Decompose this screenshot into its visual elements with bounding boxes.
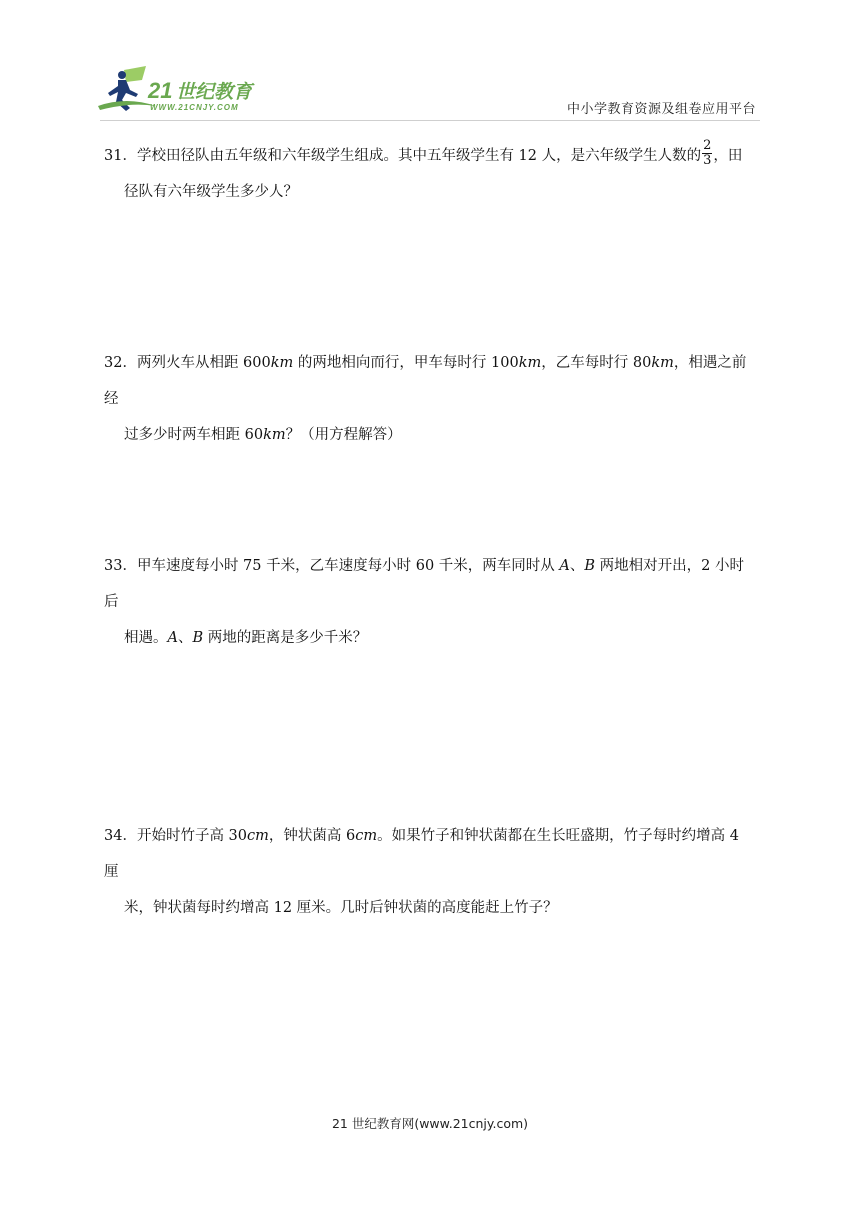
svg-text:WWW.21CNJY.COM: WWW.21CNJY.COM <box>150 103 239 112</box>
question-32-line2 <box>104 417 758 453</box>
point-label: A <box>167 630 178 646</box>
fraction <box>702 139 712 168</box>
page-header <box>0 0 860 122</box>
question-33-line1 <box>104 548 758 620</box>
question-31-line2: 径队有六年级学生多少人？ <box>124 184 298 200</box>
question-32 <box>104 345 758 453</box>
point-label: B <box>192 630 204 646</box>
unit: km <box>518 355 542 371</box>
text-run: 甲车速度每小时 75 千米，乙车速度每小时 60 千米，两车同时从 <box>136 558 560 574</box>
svg-text:世纪教育: 世纪教育 <box>176 81 253 103</box>
question-number: 31． <box>104 148 137 164</box>
svg-text:21: 21 <box>148 78 173 103</box>
text-run: ？（用方程解答） <box>285 427 402 443</box>
page-footer: 21 世纪教育网(www.21cnjy.com) <box>331 1116 529 1131</box>
point-label: A <box>559 558 570 574</box>
question-31 <box>104 138 758 210</box>
question-number: 33． <box>104 558 137 574</box>
unit: cm <box>355 828 378 844</box>
fraction-denominator: 3 <box>703 152 712 168</box>
question-text: ，田 <box>713 148 743 164</box>
question-text: 学校田径队由五年级和六年级学生组成。其中五年级学生有 12 人，是六年级学生人数的 <box>136 148 702 164</box>
question-33 <box>104 548 758 656</box>
text-run: 两地相对开出，2 小时后 <box>104 558 744 610</box>
brand-logo <box>96 66 266 116</box>
text-run: ，乙车每时行 80 <box>541 355 652 371</box>
question-number: 34． <box>104 828 137 844</box>
question-33-line2 <box>104 620 758 656</box>
question-32-line1 <box>104 345 758 417</box>
text-run: ，钟状菌高 6 <box>268 828 356 844</box>
fraction-numerator: 2 <box>703 137 712 153</box>
text-run: 过多少时两车相距 60 <box>124 427 264 443</box>
text-run: 的两地相向而行，甲车每时行 100 <box>293 355 519 371</box>
unit: km <box>651 355 674 371</box>
header-divider <box>100 120 760 121</box>
text-run: 两列火车从相距 600 <box>136 355 271 371</box>
text-run: 相遇。 <box>124 630 168 646</box>
question-34-line2: 米，钟状菌每时约增高 12 厘米。几时后钟状菌的高度能赶上竹子？ <box>124 900 558 916</box>
point-label: B <box>584 558 596 574</box>
unit: km <box>270 355 294 371</box>
text-run: 开始时竹子高 30 <box>136 828 248 844</box>
question-34 <box>104 818 758 926</box>
flag-icon <box>124 66 146 82</box>
text-run: 。如果竹子和钟状菌都在生长旺盛期，竹子每时约增高 4 厘 <box>104 828 739 880</box>
unit: km <box>263 427 286 443</box>
text-run: 、 <box>569 558 585 574</box>
question-number: 32． <box>104 355 137 371</box>
question-31-line1 <box>104 138 758 174</box>
platform-name: 中小学教育资源及组卷应用平台 <box>566 102 756 117</box>
text-run: 两地的距离是多少千米？ <box>203 630 368 646</box>
question-34-line1 <box>104 818 758 890</box>
unit: cm <box>247 828 269 844</box>
text-run: ，相遇之前经 <box>104 355 747 407</box>
text-run: 、 <box>177 630 193 646</box>
